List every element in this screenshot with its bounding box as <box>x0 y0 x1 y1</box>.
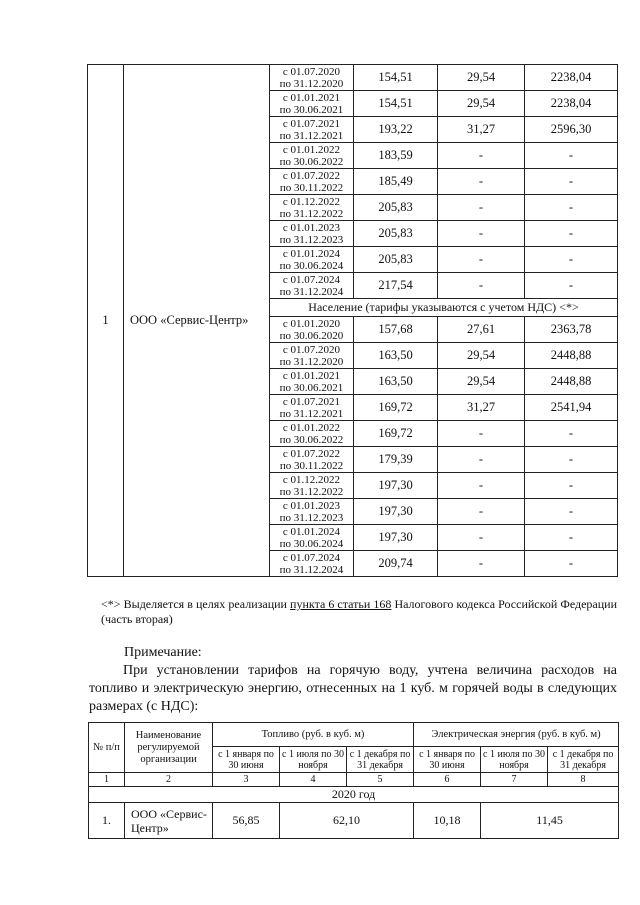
footnote-text-after: Налогового кодекса Российской Федерации (часть вторая) <box>101 597 618 626</box>
tariff-value: 31,27 <box>438 395 525 421</box>
tariff-value: 197,30 <box>354 499 438 525</box>
tariff-value: - <box>438 551 525 577</box>
note-text: При установлении тарифов на горячую воду, учтена величина расходов на топливо и электрическую энергию, отнесенных на 1 куб. м горячей воды в следующих размерах (с НДС): <box>89 663 617 714</box>
period-from: с 01.07.2020 <box>282 65 341 78</box>
period-from: с 01.01.2020 <box>282 317 341 330</box>
organization-name: ООО «Сервис-Центр» <box>124 65 270 577</box>
tariff-value: 185,49 <box>354 169 438 195</box>
tariff-value: 2541,94 <box>525 395 618 421</box>
column-number: 6 <box>414 773 481 787</box>
tariff-value: - <box>525 525 618 551</box>
period-from: с 01.07.2020 <box>282 343 341 356</box>
tariff-value: - <box>438 247 525 273</box>
tariff-value: 2238,04 <box>525 65 618 91</box>
tariff-value: - <box>438 473 525 499</box>
tariff-value: - <box>525 247 618 273</box>
tariff-value: 179,39 <box>354 447 438 473</box>
tariff-value: - <box>438 273 525 299</box>
period-to: по 30.06.2024 <box>279 259 344 272</box>
period-to: по 31.12.2022 <box>279 207 344 220</box>
period-to: по 31.12.2021 <box>279 129 344 142</box>
header-period: с 1 декабря по 31 декабря <box>548 747 619 773</box>
period-from: с 01.01.2021 <box>282 91 341 104</box>
period-from: с 01.07.2021 <box>282 117 341 130</box>
period-to: по 30.11.2022 <box>279 181 344 194</box>
period-to: по 30.06.2021 <box>279 103 344 116</box>
tariff-row <box>88 65 618 91</box>
period-cell <box>270 143 354 169</box>
tariff-value: 154,51 <box>354 65 438 91</box>
note-heading: Примечание: <box>124 645 202 660</box>
period-to: по 31.12.2020 <box>279 77 344 90</box>
period-to: по 30.06.2021 <box>279 381 344 394</box>
tariff-value: 163,50 <box>354 369 438 395</box>
period-cell <box>270 395 354 421</box>
tariff-value: - <box>438 143 525 169</box>
tariff-value: 197,30 <box>354 525 438 551</box>
footnote <box>101 597 617 627</box>
column-number: 1 <box>89 773 125 787</box>
header-electric: Электрическая энергия (руб. в куб. м) <box>414 723 619 747</box>
tariff-value: 169,72 <box>354 421 438 447</box>
period-cell <box>270 247 354 273</box>
tariff-value: - <box>525 499 618 525</box>
tariff-value: - <box>438 525 525 551</box>
tariff-value: - <box>525 473 618 499</box>
period-from: с 01.07.2022 <box>282 169 341 182</box>
tariff-value: - <box>525 273 618 299</box>
tariff-value: - <box>525 221 618 247</box>
tariff-value: - <box>525 421 618 447</box>
header-num: № п/п <box>89 723 125 773</box>
tariff-value: - <box>438 169 525 195</box>
tariff-value: 205,83 <box>354 247 438 273</box>
period-cell <box>270 221 354 247</box>
period-to: по 30.06.2020 <box>279 329 344 342</box>
tariff-value: 169,72 <box>354 395 438 421</box>
period-from: с 01.01.2024 <box>282 525 341 538</box>
tariff-value: 163,50 <box>354 343 438 369</box>
period-to: по 30.06.2022 <box>279 155 344 168</box>
tariff-value: - <box>525 169 618 195</box>
period-to: по 31.12.2023 <box>279 233 344 246</box>
column-number: 8 <box>548 773 619 787</box>
tariff-value: - <box>525 551 618 577</box>
tariff-value: 29,54 <box>438 91 525 117</box>
period-cell <box>270 117 354 143</box>
year-row: 2020 год <box>89 787 619 803</box>
organization-name: ООО «Сервис-Центр» <box>125 803 213 839</box>
period-from: с 01.01.2021 <box>282 369 341 382</box>
fuel-jan-jun: 56,85 <box>213 803 280 839</box>
footnote-law-link[interactable]: пункта 6 статьи 168 <box>290 597 392 611</box>
tariff-value: 217,54 <box>354 273 438 299</box>
period-from: с 01.01.2022 <box>282 143 341 156</box>
period-cell <box>270 421 354 447</box>
cost-table <box>88 722 619 839</box>
row-number: 1. <box>89 803 125 839</box>
tariff-value: 27,61 <box>438 317 525 343</box>
tariff-value: 2448,88 <box>525 369 618 395</box>
footnote-text-before: Выделяется в целях реализации <box>123 597 287 611</box>
period-cell <box>270 195 354 221</box>
period-to: по 31.12.2023 <box>279 511 344 524</box>
column-number: 7 <box>481 773 548 787</box>
period-from: с 01.12.2022 <box>282 195 341 208</box>
tariff-table-body <box>88 65 618 577</box>
period-cell <box>270 473 354 499</box>
period-cell <box>270 65 354 91</box>
header-org: Наименование регулируемой организации <box>125 723 213 773</box>
period-from: с 01.12.2022 <box>282 473 341 486</box>
period-to: по 30.06.2022 <box>279 433 344 446</box>
tariff-value: 209,74 <box>354 551 438 577</box>
period-cell <box>270 525 354 551</box>
tariff-value: 31,27 <box>438 117 525 143</box>
column-number: 3 <box>213 773 280 787</box>
electric-jul-dec: 11,45 <box>481 803 619 839</box>
header-period: с 1 декабря по 31 декабря <box>347 747 414 773</box>
period-cell <box>270 317 354 343</box>
period-from: с 01.01.2022 <box>282 421 341 434</box>
tariff-value: - <box>525 447 618 473</box>
tariff-value: - <box>438 221 525 247</box>
tariff-table <box>87 64 618 577</box>
tariff-value: 2363,78 <box>525 317 618 343</box>
period-to: по 31.12.2024 <box>279 563 344 576</box>
period-cell <box>270 499 354 525</box>
footnote-marker: <*> <box>101 597 121 611</box>
period-cell <box>270 273 354 299</box>
column-number: 2 <box>125 773 213 787</box>
period-from: с 01.01.2023 <box>282 221 341 234</box>
tariff-value: - <box>438 499 525 525</box>
tariff-value: 29,54 <box>438 65 525 91</box>
tariff-value: - <box>525 195 618 221</box>
period-to: по 31.12.2024 <box>279 285 344 298</box>
period-from: с 01.01.2024 <box>282 247 341 260</box>
period-from: с 01.01.2023 <box>282 499 341 512</box>
period-cell <box>270 91 354 117</box>
tariff-value: - <box>525 143 618 169</box>
period-cell <box>270 551 354 577</box>
column-number: 5 <box>347 773 414 787</box>
tariff-value: 205,83 <box>354 221 438 247</box>
period-cell <box>270 447 354 473</box>
period-to: по 31.12.2020 <box>279 355 344 368</box>
fuel-jul-dec: 62,10 <box>280 803 414 839</box>
header-period: с 1 января по 30 июня <box>414 747 481 773</box>
period-from: с 01.07.2024 <box>282 551 341 564</box>
period-from: с 01.07.2024 <box>282 273 341 286</box>
period-to: по 31.12.2021 <box>279 407 344 420</box>
header-fuel: Топливо (руб. в куб. м) <box>213 723 414 747</box>
period-to: по 30.11.2022 <box>279 459 344 472</box>
period-cell <box>270 343 354 369</box>
tariff-value: 157,68 <box>354 317 438 343</box>
period-to: по 30.06.2024 <box>279 537 344 550</box>
column-number: 4 <box>280 773 347 787</box>
tariff-value: 183,59 <box>354 143 438 169</box>
header-period: с 1 июля по 30 ноября <box>280 747 347 773</box>
period-from: с 01.07.2022 <box>282 447 341 460</box>
tariff-value: - <box>438 421 525 447</box>
tariff-value: 2238,04 <box>525 91 618 117</box>
tariff-value: 29,54 <box>438 343 525 369</box>
tariff-value: 29,54 <box>438 369 525 395</box>
period-cell <box>270 369 354 395</box>
tariff-value: 193,22 <box>354 117 438 143</box>
tariff-value: 205,83 <box>354 195 438 221</box>
row-number: 1 <box>88 65 124 577</box>
tariff-value: 2596,30 <box>525 117 618 143</box>
population-header: Население (тарифы указываются с учетом НДС) <*> <box>270 299 618 317</box>
electric-jan-jun: 10,18 <box>414 803 481 839</box>
tariff-value: 197,30 <box>354 473 438 499</box>
tariff-value: 2448,88 <box>525 343 618 369</box>
tariff-value: - <box>438 195 525 221</box>
tariff-value: - <box>438 447 525 473</box>
period-from: с 01.07.2021 <box>282 395 341 408</box>
period-cell <box>270 169 354 195</box>
header-period: с 1 июля по 30 ноября <box>481 747 548 773</box>
header-period: с 1 января по 30 июня <box>213 747 280 773</box>
period-to: по 31.12.2022 <box>279 485 344 498</box>
tariff-value: 154,51 <box>354 91 438 117</box>
